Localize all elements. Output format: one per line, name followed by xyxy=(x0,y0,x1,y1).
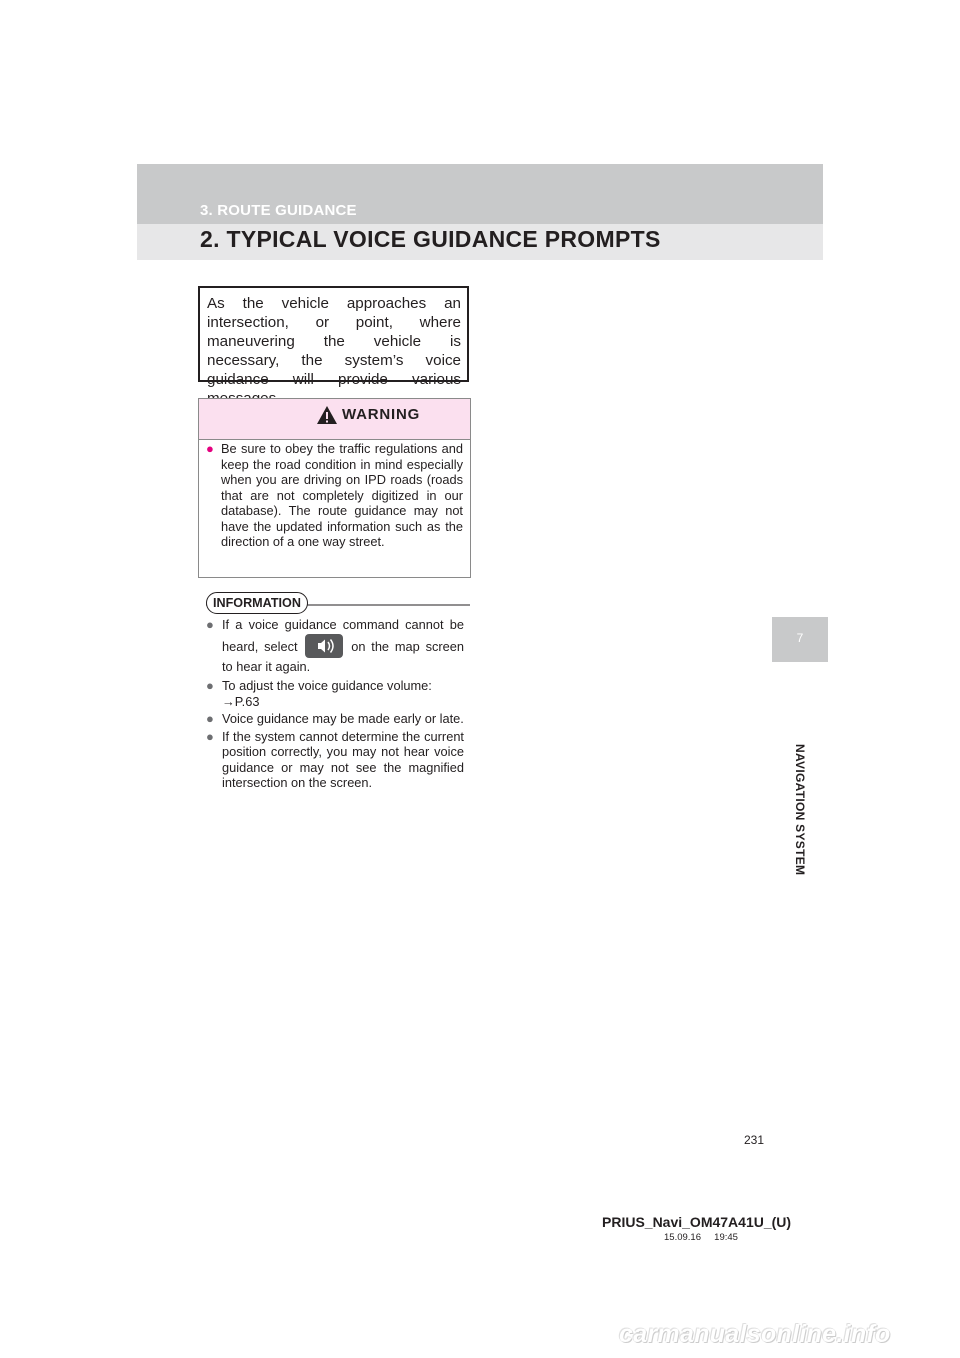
page-reference: →P.63 xyxy=(222,693,260,709)
information-label: INFORMATION xyxy=(206,592,308,614)
intro-box xyxy=(198,286,469,388)
page-number: 231 xyxy=(744,1133,765,1147)
watermark: carmanualsonline.info xyxy=(619,1320,891,1348)
document-code: PRIUS_Navi_OM47A41U_(U) xyxy=(602,1214,792,1230)
info-item-timing xyxy=(206,711,464,727)
info-item-text: To adjust the voice guidance volume: xyxy=(222,678,432,693)
chapter-tab xyxy=(772,617,828,662)
chapter-tab-number: 7 xyxy=(796,631,804,645)
bullet-icon: ● xyxy=(206,678,214,693)
info-item-position xyxy=(206,729,464,791)
chapter-label: NAVIGATION SYSTEM xyxy=(793,744,807,876)
warning-box xyxy=(198,398,471,578)
bullet-icon: ● xyxy=(206,441,214,456)
warning-triangle-icon xyxy=(316,405,338,425)
page-title: 2. TYPICAL VOICE GUIDANCE PROMPTS xyxy=(200,226,661,252)
warning-body xyxy=(199,441,470,550)
warning-text: Be sure to obey the traffic regulations and keep the road condition in mind especially when you are driving on IPD roads (roads that are not completely digitized in our database). The route guidance may not have the updated information such as the direction of a one way street. xyxy=(221,441,463,549)
section-label: 3. ROUTE GUIDANCE xyxy=(200,202,357,219)
document-timestamp: 15.09.16 19:45 xyxy=(664,1232,738,1243)
bullet-icon: ● xyxy=(206,711,214,726)
info-item-text: Voice guidance may be made early or late. xyxy=(222,711,464,726)
info-item-text-before: If a voice guidance command cannot be heard, select xyxy=(222,617,464,654)
voice-repeat-icon xyxy=(305,634,343,658)
info-item-text-after: on the map screen to hear it again. xyxy=(222,639,464,674)
information-list xyxy=(206,616,464,793)
info-item-voice-repeat xyxy=(206,616,464,676)
intro-text: As the vehicle approaches an intersection, or point, where maneuvering the vehicle is necessary, the system’s voice guidance will provide various xyxy=(207,295,461,388)
info-item-volume xyxy=(206,678,464,709)
info-item-text: If the system cannot determine the current position correctly, you may not hear voice guidance or may not see the magnified intersection on the screen. xyxy=(222,728,464,790)
bullet-icon: ● xyxy=(206,617,214,632)
warning-title: WARNING xyxy=(342,406,421,423)
bullet-icon: ● xyxy=(206,728,214,744)
warning-header xyxy=(199,399,470,440)
